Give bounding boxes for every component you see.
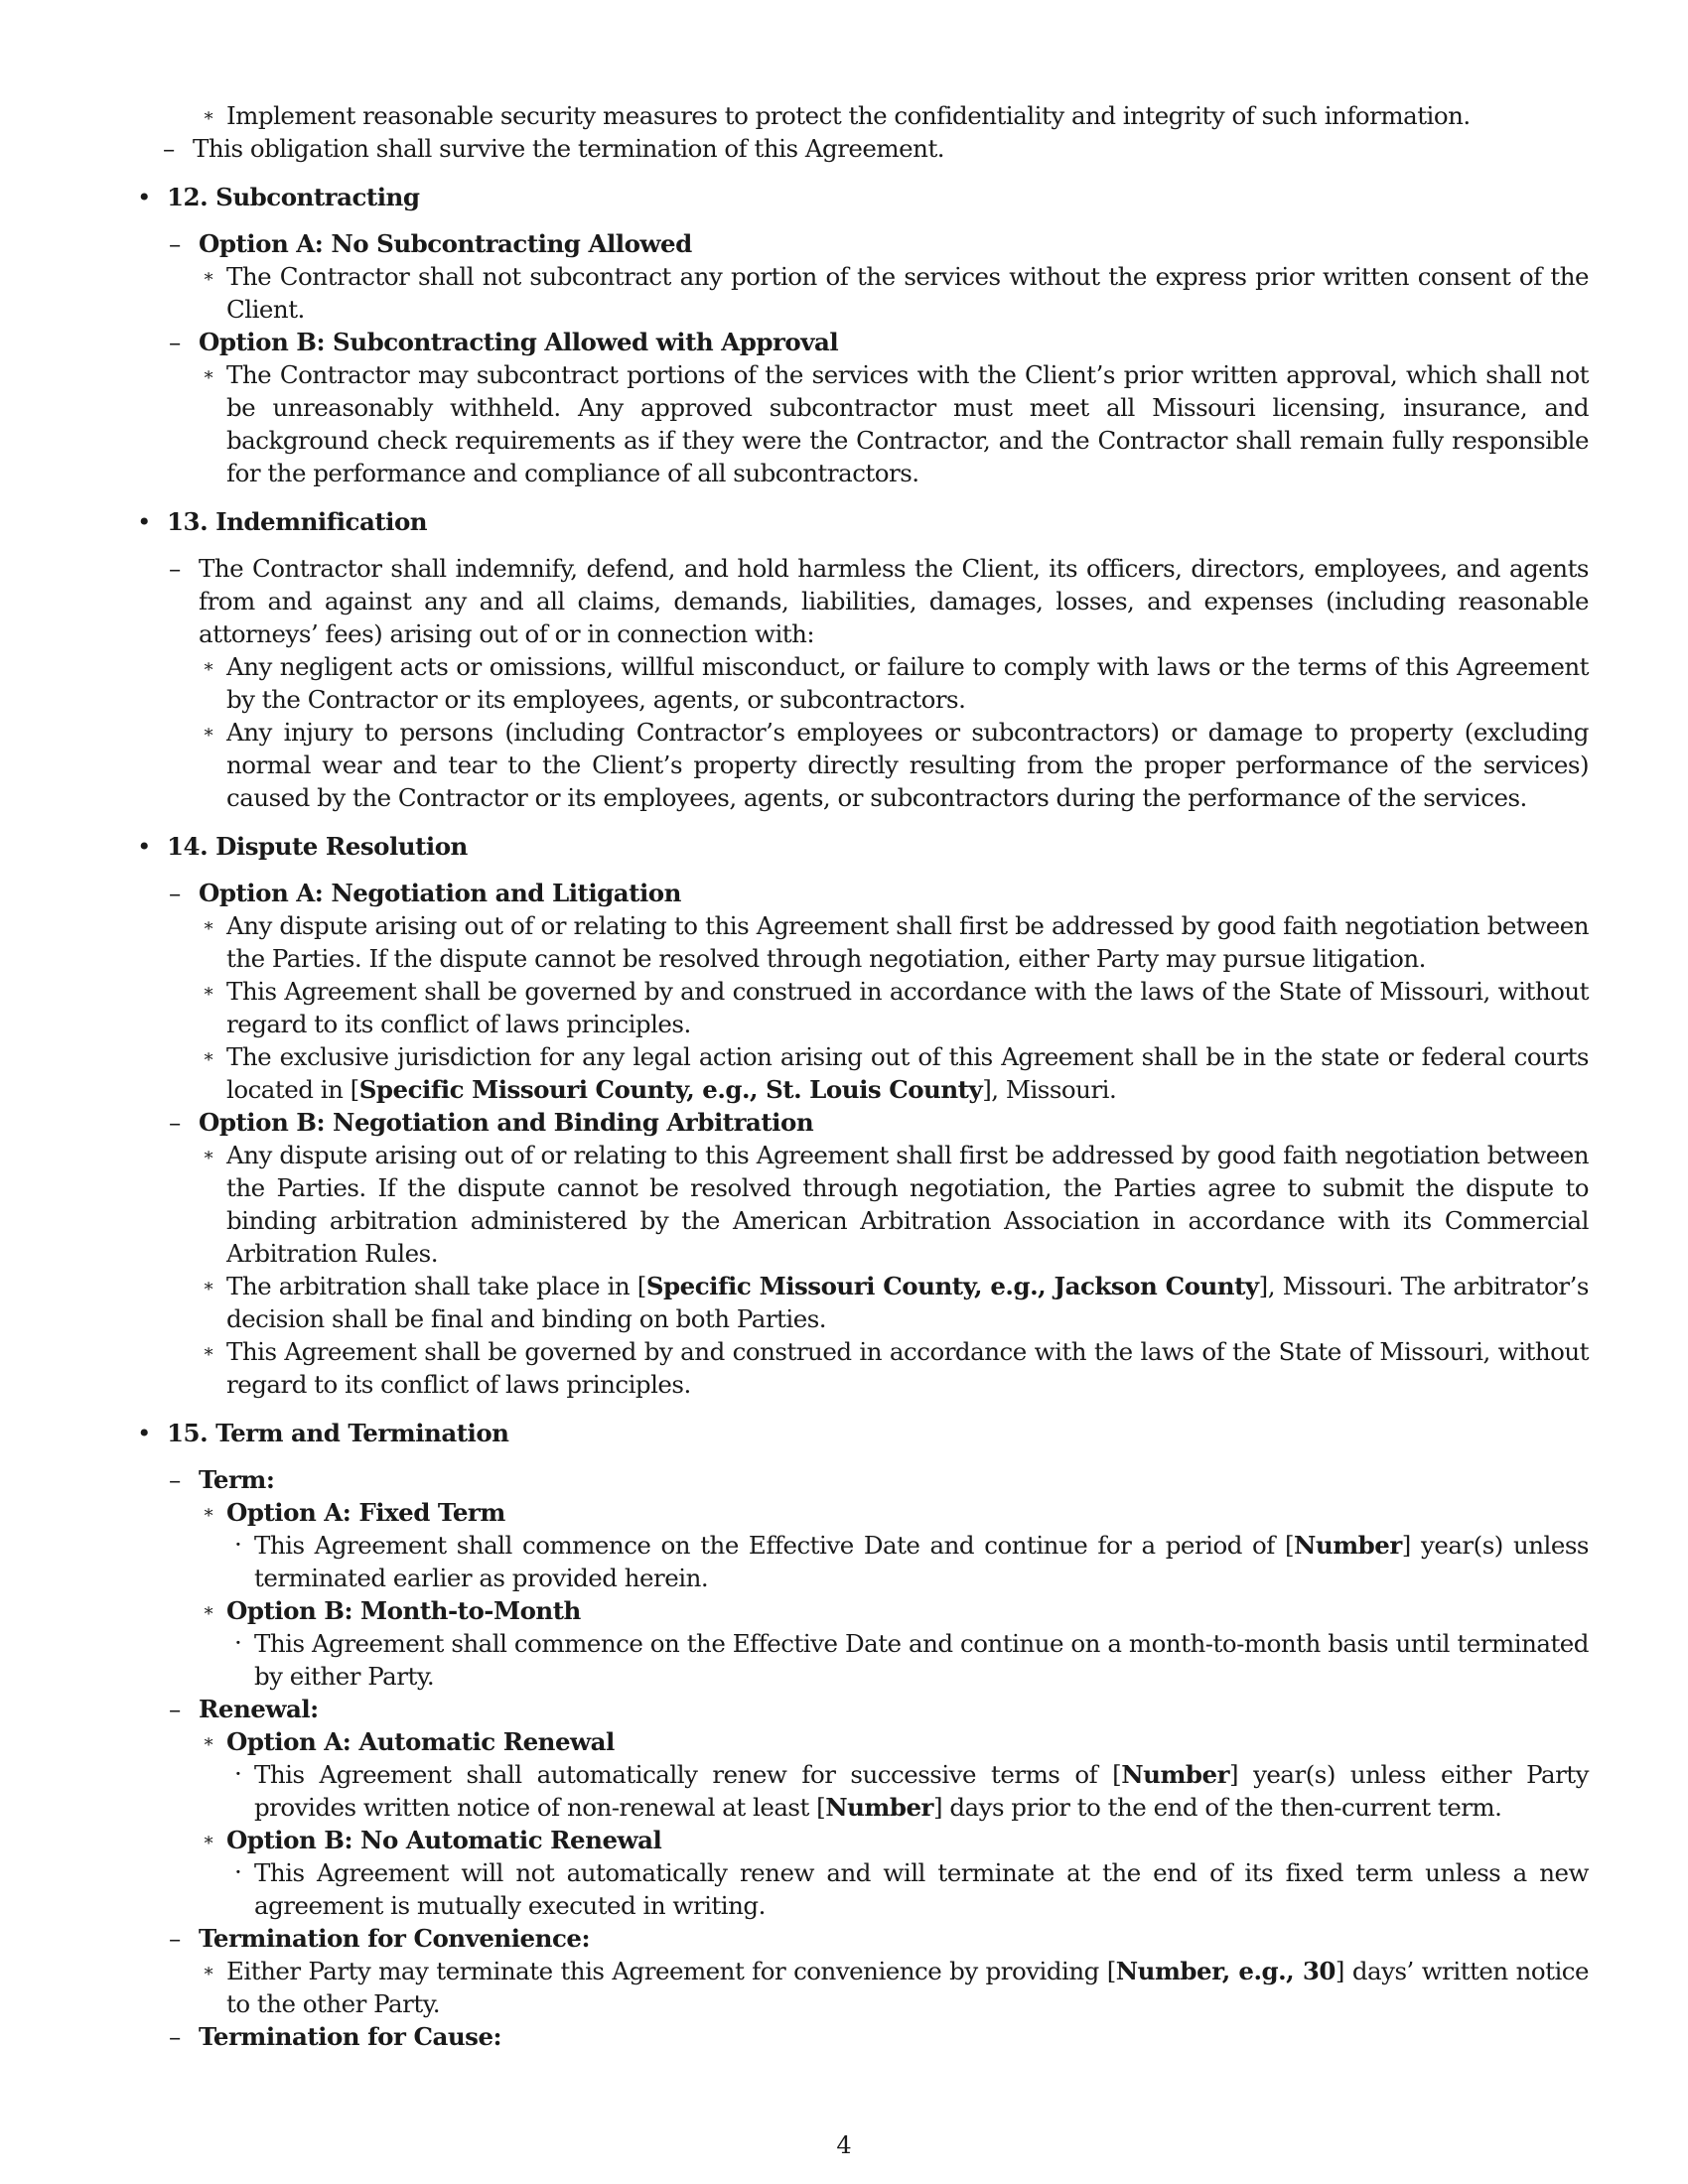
star-marker: ∗ (203, 722, 214, 743)
dash-marker: – (169, 1924, 181, 1953)
list-item-text (254, 1758, 1589, 1824)
dash-marker: – (169, 554, 181, 583)
subsection-termination-cause (167, 2020, 1589, 2053)
carryover-block (161, 99, 1589, 165)
text-run: ] days prior to the end of the then-current term. (932, 1793, 1502, 1822)
section-15 (129, 1417, 1589, 2053)
star-marker: ∗ (203, 1046, 214, 1067)
dash-marker: – (169, 229, 181, 258)
list-item-text: This Agreement shall commence on the Effective Date and continue on a month-to-month basis until terminated by either Party. (254, 1629, 1589, 1691)
list-item (199, 99, 1589, 132)
option-heading: Option B: Month-to-Month (226, 1596, 581, 1625)
list-item-text: Any dispute arising out of or relating to this Agreement shall first be addressed by good faith negotiation between the Parties. If the dispute cannot be resolved through negotiation, either Party may pursue litigation. (226, 911, 1589, 973)
dash-marker: – (169, 328, 181, 356)
bullet-marker: • (137, 832, 151, 861)
dot-marker: · (234, 1628, 242, 1657)
option-item (167, 326, 1589, 489)
list-item (199, 909, 1589, 975)
star-marker: ∗ (203, 1830, 214, 1850)
list-item-text (226, 1040, 1589, 1106)
list-item-text: This Agreement will not automatically renew and will terminate at the end of its fixed term unless a new agreement is mutually executed in writing. (254, 1858, 1589, 1920)
option-item (167, 227, 1589, 326)
text-run: The arbitration shall take place in [ (226, 1272, 646, 1300)
text-run: The exclusive jurisdiction for any legal action arising out of this Agreement shall be in the state or federal courts located in [ (226, 1042, 1589, 1104)
option-item (199, 1824, 1589, 1922)
subsection-heading: Termination for Convenience: (199, 1924, 591, 1953)
star-marker: ∗ (203, 1341, 214, 1362)
option-heading: Option A: No Subcontracting Allowed (199, 229, 692, 258)
list-item (199, 358, 1589, 489)
section-heading: 13. Indemnification (167, 507, 428, 536)
subsection-renewal (167, 1693, 1589, 1922)
list-item (199, 716, 1589, 814)
page-number: 4 (836, 2131, 852, 2159)
list-item (161, 132, 1589, 165)
option-item (167, 877, 1589, 1106)
section-12 (129, 181, 1589, 489)
list-item-text: Any dispute arising out of or relating to this Agreement shall first be addressed by good faith negotiation between the Parties. If the dispute cannot be resolved through negotiation, the Parties agree to submit the dispute to binding arbitration administered by the American Arbitration Association in accordance with its Commercial Arbitration Rules. (226, 1141, 1589, 1268)
option-item (199, 1496, 1589, 1594)
subsection-term (167, 1463, 1589, 1693)
placeholder-number: Number, e.g., 30 (1115, 1957, 1336, 1985)
list-item (199, 1040, 1589, 1106)
bullet-marker: • (137, 1419, 151, 1447)
dash-marker: – (169, 1108, 181, 1137)
bullet-marker: • (137, 507, 151, 536)
list-item (199, 1270, 1589, 1335)
option-heading: Option A: Automatic Renewal (226, 1727, 615, 1756)
text-run: This Agreement shall commence on the Effective Date and continue for a period of [ (254, 1531, 1295, 1560)
star-marker: ∗ (203, 656, 214, 677)
subsection-heading: Renewal: (199, 1695, 319, 1723)
star-marker: ∗ (203, 1961, 214, 1981)
option-heading: Option B: Negotiation and Binding Arbitration (199, 1108, 814, 1137)
section-heading: 14. Dispute Resolution (167, 832, 468, 861)
star-marker: ∗ (203, 1502, 214, 1523)
dash-marker: – (169, 879, 181, 907)
subsection-heading: Termination for Cause: (199, 2022, 502, 2051)
bullet-marker: • (137, 183, 151, 211)
option-item (199, 1725, 1589, 1824)
star-marker: ∗ (203, 1145, 214, 1165)
dot-marker: · (234, 1857, 242, 1886)
list-item-text (226, 1270, 1589, 1335)
list-item (226, 1856, 1589, 1922)
section-list (129, 181, 1589, 2053)
list-item-text: Any injury to persons (including Contractor’s employees or subcontractors) or damage to property (excluding normal wear and tear to the Client’s property directly resulting from the proper performance of the services) caused by the Contractor or its employees, agents, or subcontractors during the performance of the services. (226, 718, 1589, 812)
star-marker: ∗ (203, 364, 214, 385)
dot-marker: · (234, 1759, 242, 1788)
page-content (129, 99, 1589, 2053)
option-item (167, 1106, 1589, 1401)
list-item-text: The Contractor may subcontract portions of the services with the Client’s prior written approval, which shall not be unreasonably withheld. Any approved subcontractor must meet all Missouri licensing, insurance, and background check requirements as if they were the Contractor, and the Contractor shall remain fully responsible for the performance and compliance of all subcontractors. (226, 360, 1589, 487)
dash-marker: – (169, 1465, 181, 1494)
option-item (199, 1594, 1589, 1693)
list-item (199, 650, 1589, 716)
list-item-text: This obligation shall survive the termination of this Agreement. (193, 134, 945, 163)
list-item (226, 1529, 1589, 1594)
star-marker: ∗ (203, 981, 214, 1002)
star-marker: ∗ (203, 105, 214, 126)
list-item-text: This Agreement shall be governed by and construed in accordance with the laws of the State of Missouri, without regard to its conflict of laws principles. (226, 977, 1589, 1038)
placeholder-county: Specific Missouri County, e.g., St. Louis County (358, 1075, 983, 1104)
star-marker: ∗ (203, 1276, 214, 1297)
text-run: ] days’ written notice to the other Party. (226, 1957, 1590, 2018)
placeholder-number: Number (825, 1793, 933, 1822)
star-marker: ∗ (203, 266, 214, 287)
list-item-text: The Contractor shall not subcontract any portion of the services without the express prior written consent of the Client. (226, 262, 1589, 324)
dash-marker: – (163, 134, 175, 163)
list-item (226, 1758, 1589, 1824)
text-run: ] year(s) unless terminated earlier as provided herein. (254, 1531, 1589, 1592)
dot-marker: · (234, 1530, 242, 1559)
list-item (199, 1139, 1589, 1270)
dash-marker: – (169, 2022, 181, 2051)
placeholder-number: Number (1121, 1760, 1230, 1789)
placeholder-county: Specific Missouri County, e.g., Jackson County (645, 1272, 1259, 1300)
list-item (199, 1335, 1589, 1401)
text-run: ], Missouri. The arbitrator’s decision shall be final and binding on both Parties. (226, 1272, 1589, 1333)
list-item-text: This Agreement shall be governed by and construed in accordance with the laws of the State of Missouri, without regard to its conflict of laws principles. (226, 1337, 1589, 1399)
list-item-text: Any negligent acts or omissions, willful misconduct, or failure to comply with laws or the terms of this Agreement by the Contractor or its employees, agents, or subcontractors. (226, 652, 1589, 714)
dash-marker: – (169, 1695, 181, 1723)
list-item (199, 975, 1589, 1040)
option-heading: Option A: Negotiation and Litigation (199, 879, 681, 907)
list-item-text (254, 1529, 1589, 1594)
section-13 (129, 505, 1589, 814)
list-item-text: Implement reasonable security measures to protect the confidentiality and integrity of such information. (226, 101, 1471, 130)
star-marker: ∗ (203, 915, 214, 936)
list-item (167, 552, 1589, 814)
section-heading: 12. Subcontracting (167, 183, 420, 211)
star-marker: ∗ (203, 1600, 214, 1621)
list-item (199, 260, 1589, 326)
option-heading: Option A: Fixed Term (226, 1498, 505, 1527)
text-run: Either Party may terminate this Agreement for convenience by providing [ (226, 1957, 1116, 1985)
text-run: ] year(s) unless either Party provides written notice of non-renewal at least [ (254, 1760, 1589, 1822)
option-heading: Option B: Subcontracting Allowed with Approval (199, 328, 839, 356)
section-heading: 15. Term and Termination (167, 1419, 509, 1447)
list-item-text: The Contractor shall indemnify, defend, and hold harmless the Client, its officers, directors, employees, and agents from and against any and all claims, demands, liabilities, damages, losses, and expenses (including reasonable attorneys’ fees) arising out of or in connection with: (199, 554, 1589, 648)
list-item-text (226, 1955, 1589, 2020)
text-run: ], Missouri. (982, 1075, 1117, 1104)
subsection-termination-convenience (167, 1922, 1589, 2020)
section-14 (129, 830, 1589, 1401)
option-heading: Option B: No Automatic Renewal (226, 1826, 662, 1854)
list-item (199, 1955, 1589, 2020)
star-marker: ∗ (203, 1731, 214, 1752)
placeholder-number: Number (1294, 1531, 1402, 1560)
subsection-heading: Term: (199, 1465, 275, 1494)
text-run: This Agreement shall automatically renew for successive terms of [ (254, 1760, 1122, 1789)
list-item (226, 1627, 1589, 1693)
